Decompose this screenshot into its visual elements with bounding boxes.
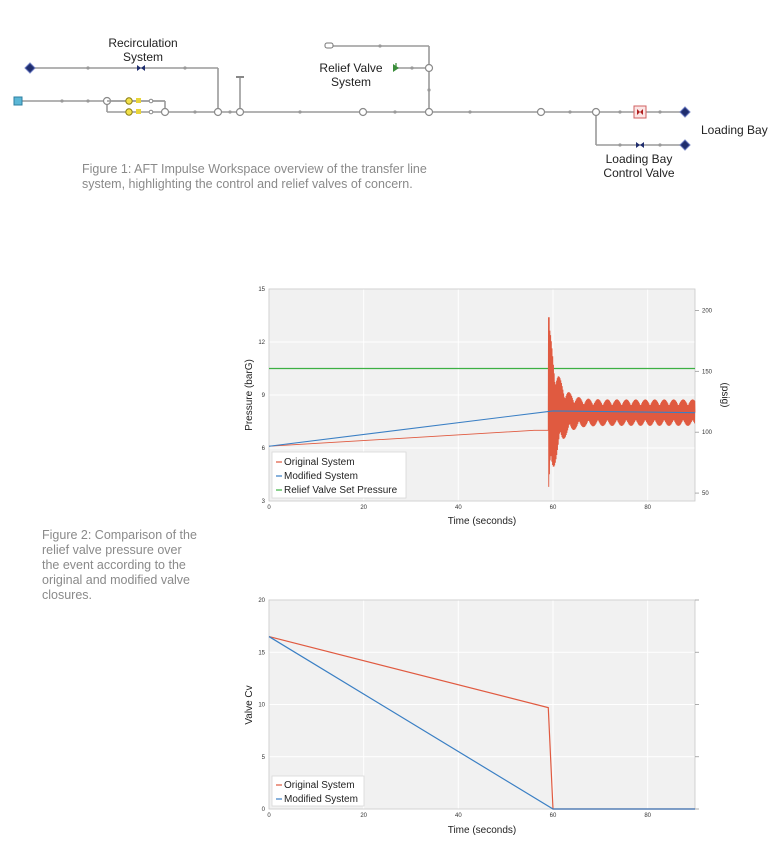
x-tick-label: 40	[454, 813, 462, 819]
y2-tick-label: 150	[702, 369, 713, 376]
legend-label-original: Original System	[284, 457, 355, 468]
x-tick-label: 80	[644, 813, 652, 819]
x-tick-label: 20	[360, 813, 368, 819]
figure2-caption-line1: Figure 2: Comparison of the	[42, 528, 197, 542]
x-tick-label: 40	[454, 505, 462, 511]
y-tick-label: 6	[261, 446, 265, 452]
x-tick-label: 80	[644, 505, 652, 511]
relief-valve-label-line2: System	[330, 75, 372, 89]
y-tick-label: 20	[258, 598, 265, 604]
y-tick-label: 10	[258, 702, 265, 709]
figure1-caption-line2: system, highlighting the control and relief valves of concern.	[82, 177, 413, 191]
pressure-x-axis-title: Time (seconds)	[447, 516, 517, 527]
valve-cv-chart	[244, 598, 699, 836]
figure2-caption-line3: the event according to the	[42, 558, 186, 572]
loading-bay-control-valve-label-line1: Loading Bay	[605, 152, 673, 166]
legend-label-modified: Modified System	[284, 471, 358, 482]
y2-tick-label: 200	[702, 308, 713, 315]
recirculation-label-line2: System	[122, 50, 164, 64]
y-tick-label: 15	[258, 287, 265, 293]
y-tick-label: 0	[261, 807, 265, 813]
y-tick-label: 5	[261, 754, 265, 761]
x-tick-label: 20	[360, 505, 368, 511]
y-tick-label: 15	[258, 650, 265, 657]
valve-cv-y-axis-title: Valve Cv	[244, 685, 255, 725]
pressure-y-axis-title: Pressure (barG)	[244, 359, 255, 431]
loading-bay-control-valve-label-line2: Control Valve	[603, 166, 675, 180]
figure2-caption-line4: original and modified valve	[42, 573, 191, 587]
legend-label-modified: Modified System	[284, 794, 358, 805]
loading-bay-label: Loading Bay	[701, 123, 768, 137]
recirculation-label-line1: Recirculation	[108, 36, 178, 50]
valve-cv-x-axis-title: Time (seconds)	[447, 825, 517, 836]
figure2-caption-line5: closures.	[42, 588, 93, 602]
y2-tick-label: 100	[702, 430, 713, 437]
y2-tick-label: 50	[702, 491, 709, 498]
x-tick-label: 60	[549, 813, 557, 819]
x-tick-label: 0	[267, 505, 271, 511]
legend-label-original: Original System	[284, 780, 355, 791]
relief-valve-label-line1: Relief Valve	[319, 61, 383, 75]
y-tick-label: 12	[258, 340, 265, 346]
pressure-legend	[272, 452, 406, 498]
y-tick-label: 9	[261, 393, 265, 399]
pressure-chart	[244, 287, 730, 527]
valve-cv-legend	[272, 776, 364, 806]
figure1-caption-line1: Figure 1: AFT Impulse Workspace overview of the transfer line	[82, 162, 427, 176]
pressure-y2-axis-title: (psig)	[719, 382, 730, 408]
figure2-caption-line2: relief valve pressure over	[42, 543, 182, 557]
y-tick-label: 3	[261, 499, 265, 505]
x-tick-label: 60	[549, 505, 557, 511]
x-tick-label: 0	[267, 813, 271, 819]
legend-label-setpoint: Relief Valve Set Pressure	[284, 485, 398, 496]
